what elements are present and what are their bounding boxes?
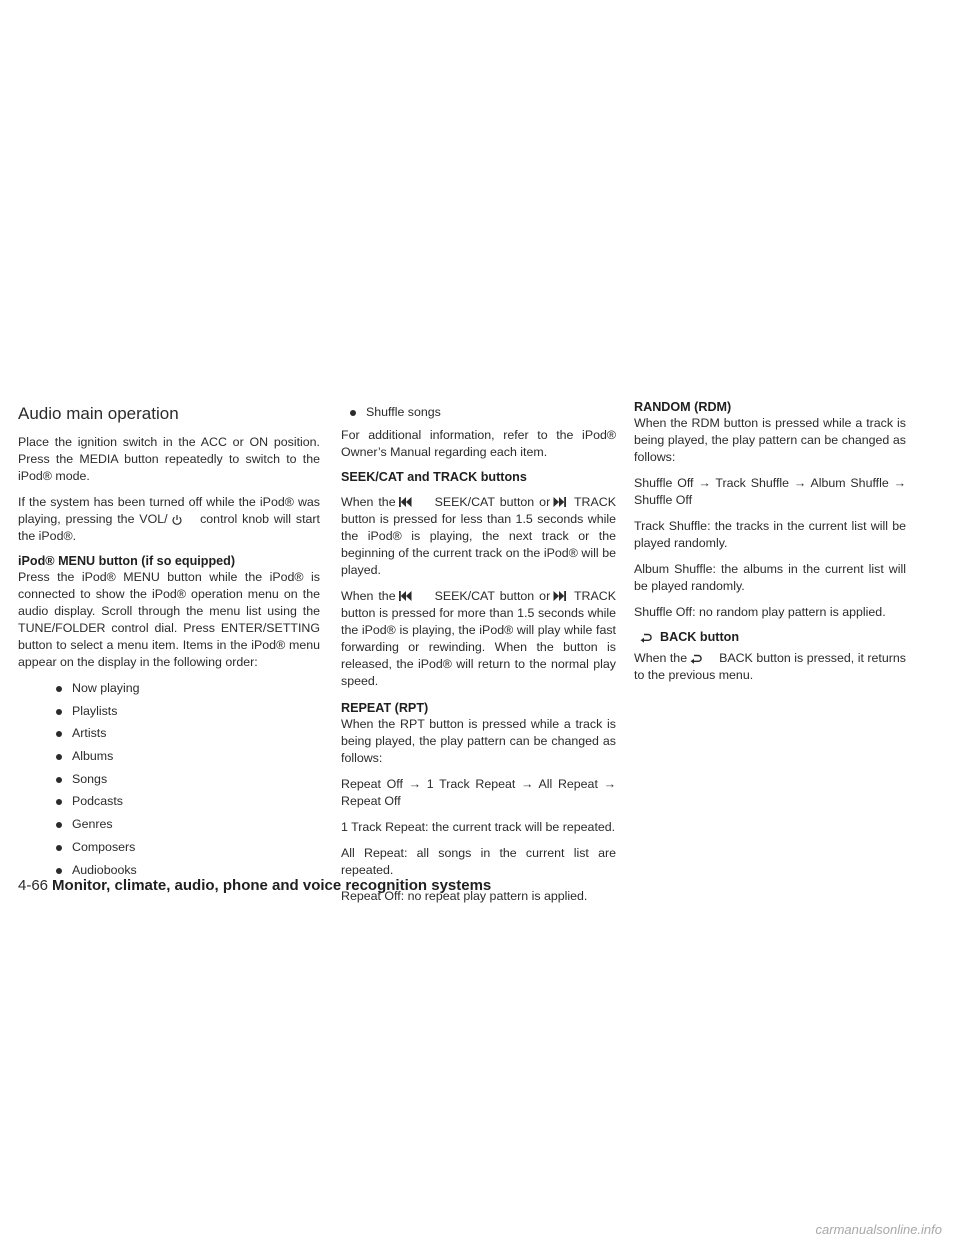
- random-paragraph-3: Track Shuffle: the tracks in the current list will be played randomly.: [634, 519, 906, 550]
- info-paragraph: For additional information, refer to the iPod® Owner’s Manual regarding each item.: [341, 427, 616, 459]
- random-paragraph-4: Album Shuffle: the albums in the current list will be played randomly.: [634, 562, 906, 593]
- column-1: [18, 400, 320, 884]
- skip-back-icon: [399, 497, 412, 507]
- bullet-icon: [350, 410, 356, 416]
- bullet-icon: [56, 868, 62, 874]
- skip-forward-icon: [553, 591, 566, 601]
- bullet-icon: [56, 754, 62, 760]
- repeat-paragraph-3: 1 Track Repeat: the current track will be repeated.: [341, 819, 616, 834]
- list-item: Now playing: [18, 680, 320, 697]
- back-paragraph: When the BACK button is pressed, it returns to the previous menu.: [634, 651, 906, 682]
- bullet-icon: [56, 686, 62, 692]
- power-icon: [171, 514, 183, 526]
- skip-back-icon: [399, 591, 412, 601]
- bullet-icon: [56, 777, 62, 783]
- list-item: Songs: [18, 771, 320, 788]
- intro-paragraph: Place the ignition switch in the ACC or ON position. Press the MEDIA button repeatedly to switch to the iPod® mode.: [18, 435, 320, 483]
- watermark: carmanualsonline.info: [815, 1222, 942, 1237]
- list-item: Genres: [18, 816, 320, 833]
- power-paragraph-start: If the system has been turned off while the iPod® was playing, pressing the VOL/: [18, 495, 320, 526]
- back-heading: BACK button: [634, 630, 906, 644]
- repeat-heading: REPEAT (RPT): [341, 700, 429, 715]
- menu-item-list-continued: [341, 404, 616, 421]
- repeat-paragraph-5: Repeat Off: no repeat play pattern is applied.: [341, 888, 588, 903]
- random-paragraph-5: Shuffle Off: no random play pattern is applied.: [634, 605, 886, 619]
- power-paragraph: [18, 494, 320, 545]
- random-paragraph-2: Shuffle Off → Track Shuffle → Album Shuffle → Shuffle Off: [634, 476, 906, 507]
- page-footer: [18, 877, 918, 894]
- menu-paragraph: Press the iPod® MENU button while the iPod® is connected to show the iPod® operation menu on the audio display. Scroll through the menu list using the TUNE/FOLDER control dial. Press ENTER/SETTING button to select a menu item. Items in the iPod® menu appear on the display in the following order:: [18, 570, 320, 669]
- list-item: Audiobooks: [18, 862, 320, 879]
- bullet-icon: [56, 799, 62, 805]
- list-item: Artists: [18, 725, 320, 742]
- repeat-paragraph-4: All Repeat: all songs in the current list are repeated.: [341, 845, 616, 877]
- menu-item-list: [18, 680, 320, 879]
- list-item: Composers: [18, 839, 320, 856]
- list-item: Albums: [18, 748, 320, 765]
- repeat-paragraph-2: Repeat Off → 1 Track Repeat → All Repeat → Repeat Off: [341, 776, 616, 808]
- column-2: [341, 400, 616, 914]
- section-title: Audio main operation: [18, 404, 179, 423]
- bullet-icon: [56, 731, 62, 737]
- bullet-icon: [56, 709, 62, 715]
- list-item: Podcasts: [18, 793, 320, 810]
- back-arrow-icon: [690, 653, 702, 665]
- back-arrow-icon: [640, 632, 652, 644]
- chapter-title: Monitor, climate, audio, phone and voice recognition systems: [52, 877, 492, 894]
- random-paragraph-1: When the RDM button is pressed while a track is being played, the play pattern can be changed as follows:: [634, 416, 906, 464]
- page-number: 4-66: [18, 877, 49, 894]
- bullet-icon: [56, 845, 62, 851]
- seek-paragraph-2: When the SEEK/CAT button or TRACK button is pressed for more than 1.5 seconds while the iPod® is playing, the iPod® will play while fast forwarding or rewinding. When the button is released, the iPod® will return to the normal play speed.: [341, 588, 616, 688]
- skip-forward-icon: [553, 497, 566, 507]
- seek-paragraph-1: When the SEEK/CAT button or TRACK button is pressed for less than 1.5 seconds while the iPod® is playing, the next track or the beginning of the current track on the iPod® will be played.: [341, 494, 616, 577]
- seek-heading: SEEK/CAT and TRACK buttons: [341, 469, 527, 484]
- list-item: Playlists: [18, 703, 320, 720]
- list-item: Shuffle songs: [341, 404, 616, 421]
- bullet-icon: [56, 822, 62, 828]
- power-paragraph-end: control knob will start the iPod®.: [18, 512, 320, 543]
- menu-heading: iPod® MENU button (if so equipped): [18, 554, 236, 568]
- random-heading: RANDOM (RDM): [634, 400, 732, 414]
- column-3: [634, 400, 906, 693]
- repeat-paragraph-1: When the RPT button is pressed while a track is being played, the play pattern can be changed as follows:: [341, 716, 616, 765]
